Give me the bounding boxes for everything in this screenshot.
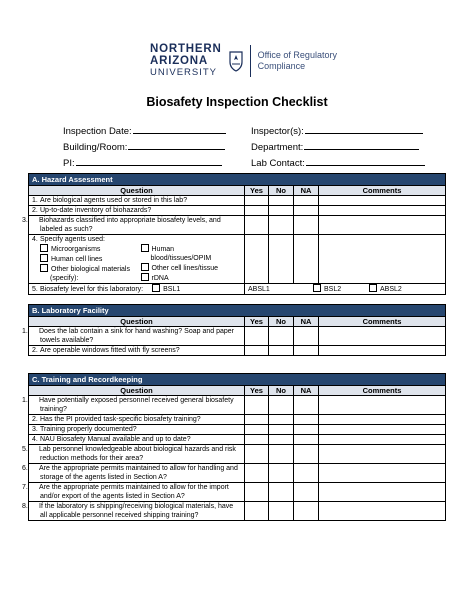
bsl1-checkbox[interactable] bbox=[152, 284, 160, 292]
yes-cell[interactable] bbox=[245, 235, 269, 284]
section-a-header bbox=[29, 174, 446, 186]
col-yes: Yes bbox=[245, 186, 269, 196]
na-cell[interactable] bbox=[294, 396, 319, 415]
na-cell[interactable] bbox=[294, 216, 319, 235]
absl2-checkbox[interactable] bbox=[369, 284, 377, 292]
office-line-1: Office of Regulatory bbox=[257, 50, 337, 60]
building-room-field[interactable] bbox=[63, 140, 225, 153]
col-na: NA bbox=[294, 386, 319, 396]
table-row bbox=[29, 502, 446, 521]
other-bio-checkbox[interactable] bbox=[40, 264, 48, 272]
yes-cell[interactable] bbox=[245, 415, 269, 425]
question-cell: 6. Are the appropriate permits maintained to allow for handling and storage of the agents listed in Section A? bbox=[29, 464, 245, 483]
question-cell: 1. Does the lab contain a sink for hand washing? Soap and paper towels available? bbox=[29, 327, 245, 346]
yes-cell[interactable] bbox=[245, 327, 269, 346]
yes-cell[interactable] bbox=[245, 396, 269, 415]
col-yes: Yes bbox=[245, 386, 269, 396]
logo-divider bbox=[250, 45, 251, 77]
inspectors-label: Inspector(s): bbox=[251, 126, 304, 137]
question-cell: 5. Lab personnel knowledgeable about biological hazards and risk reduction methods for their area? bbox=[29, 445, 245, 464]
section-a-title: A. Hazard Assessment bbox=[29, 174, 446, 186]
inspectors-field[interactable] bbox=[251, 124, 423, 137]
other-cell-lines-checkbox[interactable] bbox=[141, 263, 149, 271]
logo-line-3: UNIVERSITY bbox=[150, 67, 218, 78]
no-cell[interactable] bbox=[269, 483, 294, 502]
human-blood-checkbox[interactable] bbox=[141, 244, 149, 252]
lab-contact-line[interactable] bbox=[306, 156, 425, 166]
table-row bbox=[29, 464, 446, 483]
question-cell: 4. NAU Biosafety Manual available and up to date? bbox=[29, 435, 245, 445]
no-cell[interactable] bbox=[269, 346, 294, 356]
comments-cell[interactable] bbox=[319, 445, 446, 464]
comments-cell[interactable] bbox=[319, 327, 446, 346]
lab-contact-field[interactable] bbox=[251, 156, 425, 169]
yes-cell[interactable] bbox=[245, 425, 269, 435]
na-cell[interactable] bbox=[294, 445, 319, 464]
section-c-header bbox=[29, 374, 446, 386]
section-b-table bbox=[22, 304, 446, 356]
comments-cell[interactable] bbox=[319, 235, 446, 284]
yes-cell[interactable] bbox=[245, 502, 269, 521]
no-cell[interactable] bbox=[269, 425, 294, 435]
page-title: Biosafety Inspection Checklist bbox=[146, 95, 328, 109]
inspection-date-field[interactable] bbox=[63, 124, 226, 137]
col-question: Question bbox=[29, 386, 245, 396]
comments-cell[interactable] bbox=[319, 206, 446, 216]
lab-contact-label: Lab Contact: bbox=[251, 158, 305, 169]
question-cell: 8. If the laboratory is shipping/receiving biological materials, have all applicable personnel received shipping training? bbox=[29, 502, 245, 521]
col-question: Question bbox=[29, 186, 245, 196]
question-cell: 3. Biohazards classified into appropriate biosafety levels, and labeled as such? bbox=[29, 216, 245, 235]
building-room-label: Building/Room: bbox=[63, 142, 128, 153]
na-cell[interactable] bbox=[294, 435, 319, 445]
table-row bbox=[29, 425, 446, 435]
table-row bbox=[29, 483, 446, 502]
no-cell[interactable] bbox=[269, 206, 294, 216]
comments-cell[interactable] bbox=[319, 502, 446, 521]
col-comments: Comments bbox=[319, 317, 446, 327]
pi-label: PI: bbox=[63, 158, 75, 169]
table-row bbox=[29, 216, 446, 235]
comments-cell[interactable] bbox=[319, 396, 446, 415]
section-c-table bbox=[22, 373, 446, 521]
bsl2-checkbox[interactable] bbox=[313, 284, 321, 292]
question-cell: 7. Are the appropriate permits maintained to allow for the import and/or export of the agents listed in Section A? bbox=[29, 483, 245, 502]
no-cell[interactable] bbox=[269, 196, 294, 206]
column-header-row bbox=[29, 317, 446, 327]
no-cell[interactable] bbox=[269, 445, 294, 464]
comments-cell[interactable] bbox=[319, 435, 446, 445]
yes-cell[interactable] bbox=[245, 464, 269, 483]
inspectors-line[interactable] bbox=[305, 124, 423, 134]
yes-cell[interactable] bbox=[245, 346, 269, 356]
rdna-checkbox[interactable] bbox=[141, 273, 149, 281]
table-row bbox=[29, 196, 446, 206]
yes-cell[interactable] bbox=[245, 445, 269, 464]
na-cell[interactable] bbox=[294, 464, 319, 483]
table-row bbox=[29, 435, 446, 445]
question-cell: 4. Specify agents used: Microorganisms Human cell lines Other biological materials (specify): Human blood/tissues/OPIM Other cell lines/tissue rDNA bbox=[29, 235, 245, 284]
no-cell[interactable] bbox=[269, 327, 294, 346]
table-row bbox=[29, 396, 446, 415]
department-label: Department: bbox=[251, 142, 304, 153]
section-b-header bbox=[29, 305, 446, 317]
section-b-title: B. Laboratory Facility bbox=[29, 305, 446, 317]
table-row bbox=[29, 346, 446, 356]
question-cell: 2. Up-to-date inventory of biohazards? bbox=[29, 206, 245, 216]
comments-cell[interactable] bbox=[319, 346, 446, 356]
comments-cell[interactable] bbox=[319, 196, 446, 206]
no-cell[interactable] bbox=[269, 396, 294, 415]
question-cell: 1. Have potentially exposed personnel received general biosafety training? bbox=[29, 396, 245, 415]
comments-cell[interactable] bbox=[319, 464, 446, 483]
na-cell[interactable] bbox=[294, 327, 319, 346]
pi-field[interactable] bbox=[63, 156, 222, 169]
comments-cell[interactable] bbox=[319, 415, 446, 425]
col-yes: Yes bbox=[245, 317, 269, 327]
inspection-date-line[interactable] bbox=[133, 124, 226, 134]
question-cell: 3. Training properly documented? bbox=[29, 425, 245, 435]
col-no: No bbox=[269, 317, 294, 327]
department-line[interactable] bbox=[304, 140, 419, 150]
department-field[interactable] bbox=[251, 140, 419, 153]
table-row bbox=[29, 284, 446, 295]
no-cell[interactable] bbox=[269, 235, 294, 284]
na-cell[interactable] bbox=[294, 346, 319, 356]
logo-line-1: NORTHERN bbox=[150, 43, 222, 55]
section-a-table bbox=[22, 173, 446, 295]
col-na: NA bbox=[294, 186, 319, 196]
no-cell[interactable] bbox=[269, 502, 294, 521]
office-name bbox=[258, 50, 337, 72]
col-comments: Comments bbox=[319, 186, 446, 196]
col-comments: Comments bbox=[319, 386, 446, 396]
question-cell: 5. Biosafety level for this laboratory: BSL1 bbox=[29, 284, 245, 295]
col-no: No bbox=[269, 386, 294, 396]
na-cell[interactable] bbox=[294, 483, 319, 502]
comments-cell[interactable] bbox=[319, 483, 446, 502]
question-cell: 2. Are operable windows fitted with fly screens? bbox=[29, 346, 245, 356]
col-question: Question bbox=[29, 317, 245, 327]
table-row bbox=[29, 206, 446, 216]
building-room-line[interactable] bbox=[128, 140, 225, 150]
yes-cell[interactable] bbox=[245, 435, 269, 445]
na-cell[interactable] bbox=[294, 415, 319, 425]
pi-line[interactable] bbox=[76, 156, 222, 166]
biosafety-level-options: ABSL1 BSL2 ABSL2 bbox=[245, 284, 446, 295]
comments-cell[interactable] bbox=[319, 216, 446, 235]
na-cell[interactable] bbox=[294, 196, 319, 206]
no-cell[interactable] bbox=[269, 464, 294, 483]
column-header-row bbox=[29, 386, 446, 396]
logo-line-2: ARIZONA bbox=[150, 55, 208, 67]
section-c-title: C. Training and Recordkeeping bbox=[29, 374, 446, 386]
question-cell: 2. Has the PI provided task-specific biosafety training? bbox=[29, 415, 245, 425]
table-row bbox=[29, 415, 446, 425]
na-cell[interactable] bbox=[294, 425, 319, 435]
table-row bbox=[29, 327, 446, 346]
col-no: No bbox=[269, 186, 294, 196]
inspection-date-label: Inspection Date: bbox=[63, 126, 132, 137]
na-cell[interactable] bbox=[294, 502, 319, 521]
yes-cell[interactable] bbox=[245, 216, 269, 235]
col-na: NA bbox=[294, 317, 319, 327]
table-row bbox=[29, 235, 446, 284]
office-line-2: Compliance bbox=[257, 61, 306, 71]
question-cell: 1. Are biological agents used or stored in this lab? bbox=[29, 196, 245, 206]
no-cell[interactable] bbox=[269, 216, 294, 235]
human-cell-lines-checkbox[interactable] bbox=[40, 254, 48, 262]
yes-cell[interactable] bbox=[245, 483, 269, 502]
yes-cell[interactable] bbox=[245, 206, 269, 216]
no-cell[interactable] bbox=[269, 415, 294, 425]
nau-seal-icon bbox=[228, 50, 244, 72]
comments-cell[interactable] bbox=[319, 425, 446, 435]
column-header-row bbox=[29, 186, 446, 196]
microorganisms-checkbox[interactable] bbox=[40, 244, 48, 252]
na-cell[interactable] bbox=[294, 235, 319, 284]
table-row bbox=[29, 445, 446, 464]
na-cell[interactable] bbox=[294, 206, 319, 216]
yes-cell[interactable] bbox=[245, 196, 269, 206]
no-cell[interactable] bbox=[269, 435, 294, 445]
nau-logo bbox=[150, 41, 337, 81]
